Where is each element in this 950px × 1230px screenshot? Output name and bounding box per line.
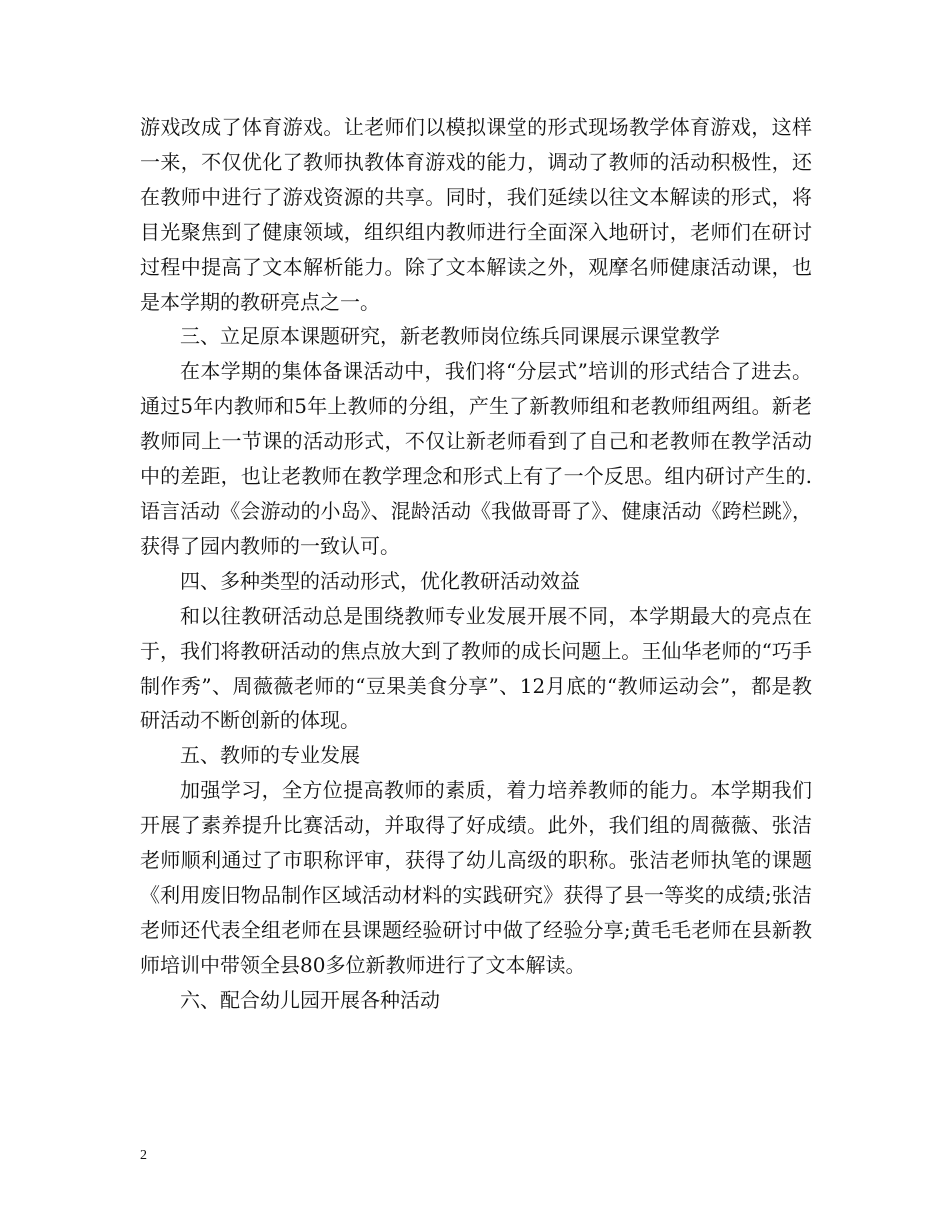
section-heading-5: 五、教师的专业发展 [180, 743, 360, 768]
section-heading-4: 四、多种类型的活动形式，优化教研活动效益 [180, 568, 580, 593]
paragraph-activity-forms: 和以往教研活动总是围绕教师专业发展开展不同，本学期最大的亮点在于，我们将教研活动的焦点放大到了教师的成长问题上。王仙华老师的“巧手制作秀”、周薇薇老师的“豆果美食分享”、12月底的“教师运动会”，都是教研活动不断创新的体现。 [140, 603, 812, 733]
section-heading-6: 六、配合幼儿园开展各种活动 [180, 987, 440, 1012]
document-body [140, 110, 812, 1018]
paragraph-collective-lesson-prep: 在本学期的集体备课活动中，我们将“分层式”培训的形式结合了进去。通过5年内教师和5年上教师的分组，产生了新教师组和老教师组两组。新老教师同上一节课的活动形式，不仅让新老师看到了自己和老教师在教学活动中的差距，也让老教师在教学理念和形式上有了一个反思。组内研讨产生的.语言活动《会游动的小岛》、混龄活动《我做哥哥了》、健康活动《跨栏跳》，获得了园内教师的一致认可。 [140, 359, 812, 558]
section-heading-3: 三、立足原本课题研究，新老教师岗位练兵同课展示课堂教学 [180, 324, 720, 349]
paragraph-continuation: 游戏改成了体育游戏。让老师们以模拟课堂的形式现场教学体育游戏，这样一来，不仅优化了教师执教体育游戏的能力，调动了教师的活动积极性，还在教师中进行了游戏资源的共享。同时，我们延续以往文本解读的形式，将目光聚焦到了健康领域，组织组内教师进行全面深入地研讨，老师们在研讨过程中提高了文本解析能力。除了文本解读之外，观摩名师健康活动课，也是本学期的教研亮点之一。 [140, 115, 812, 314]
page-number: 2 [140, 1148, 147, 1163]
paragraph-professional-development: 加强学习，全方位提高教师的素质，着力培养教师的能力。本学期我们开展了素养提升比赛活动，并取得了好成绩。此外，我们组的周薇薇、张洁老师顺利通过了市职称评审，获得了幼儿高级的职称。张洁老师执笔的课题《利用废旧物品制作区域活动材料的实践研究》获得了县一等奖的成绩;张洁老师还代表全组老师在县课题经验研讨中做了经验分享;黄毛毛老师在县新教师培训中带领全县80多位新教师进行了文本解读。 [140, 778, 812, 977]
